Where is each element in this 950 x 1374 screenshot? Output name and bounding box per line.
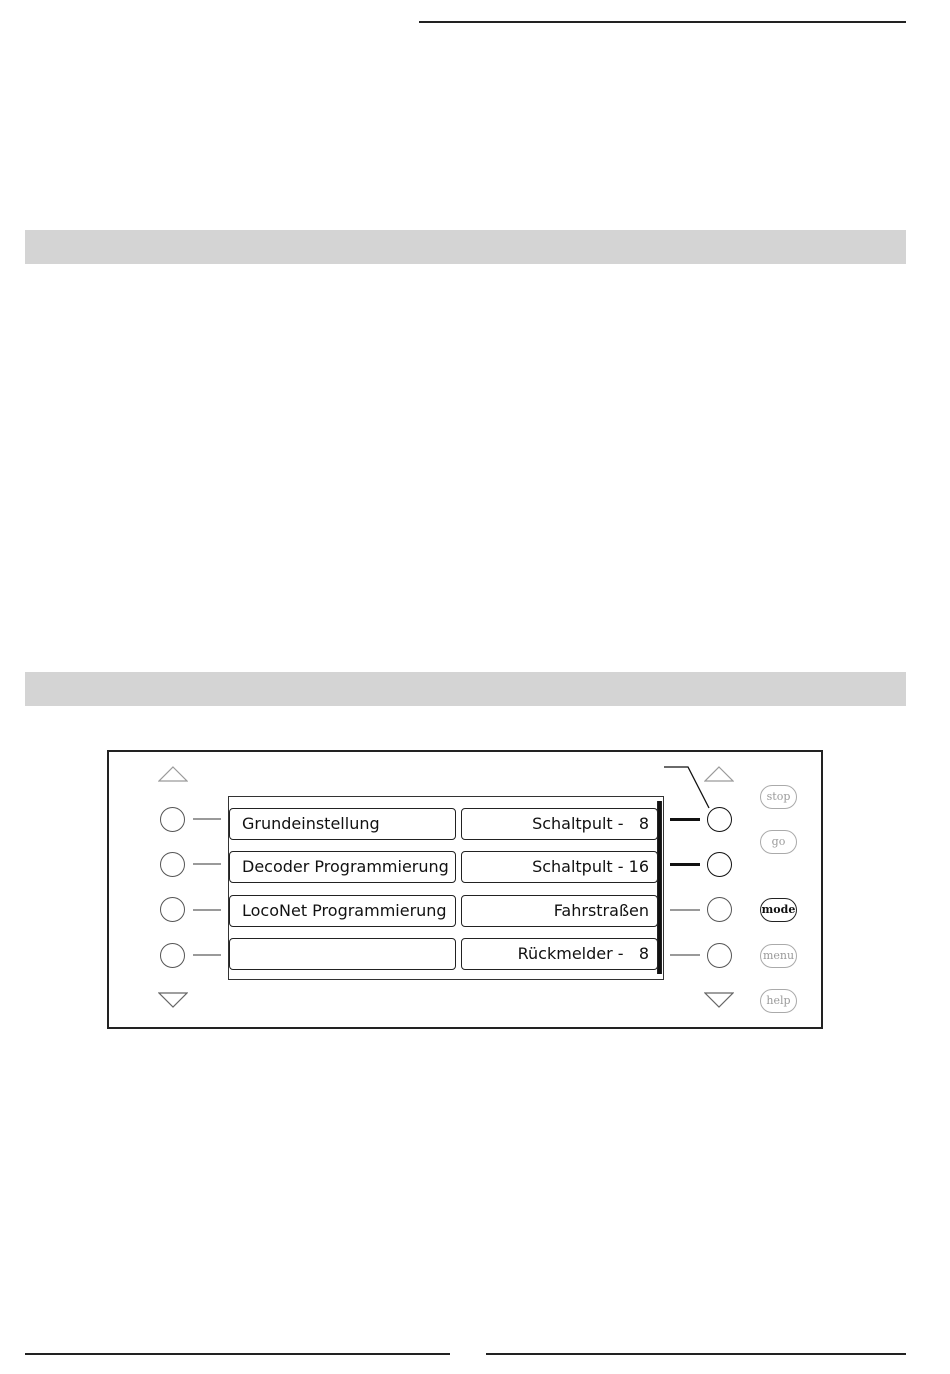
- stop-button[interactable]: stop: [760, 785, 797, 809]
- menu-item-schaltpult-8[interactable]: Schaltpult - 8: [461, 808, 658, 840]
- footer-rule-right: [486, 1353, 906, 1355]
- help-button[interactable]: help: [760, 989, 797, 1013]
- right-tick-1: [670, 818, 700, 821]
- right-softkey-4[interactable]: [707, 943, 732, 968]
- left-softkey-1[interactable]: [160, 807, 185, 832]
- left-tick-2: [193, 863, 221, 865]
- menu-item-schaltpult-16[interactable]: Schaltpult - 16: [461, 851, 658, 883]
- right-softkey-2[interactable]: [707, 852, 732, 877]
- left-down-arrow-icon[interactable]: [158, 992, 188, 1008]
- menu-item-fahrstrassen[interactable]: Fahrstraßen: [461, 895, 658, 927]
- left-softkey-2[interactable]: [160, 852, 185, 877]
- left-softkey-4[interactable]: [160, 943, 185, 968]
- left-tick-3: [193, 909, 221, 911]
- go-button[interactable]: go: [760, 830, 797, 854]
- section-band-2: [25, 672, 906, 706]
- footer-rule-left: [25, 1353, 450, 1355]
- menu-item-grundeinstellung[interactable]: Grundeinstellung: [229, 808, 456, 840]
- menu-button[interactable]: menu: [760, 944, 797, 968]
- left-softkey-3[interactable]: [160, 897, 185, 922]
- menu-item-empty[interactable]: [229, 938, 456, 970]
- top-rule: [419, 21, 906, 23]
- section-band-1: [25, 230, 906, 264]
- right-softkey-1[interactable]: [707, 807, 732, 832]
- mode-button[interactable]: mode: [760, 898, 797, 922]
- menu-item-rueckmelder-8[interactable]: Rückmelder - 8: [461, 938, 658, 970]
- right-tick-2: [670, 863, 700, 866]
- left-up-arrow-icon[interactable]: [158, 766, 188, 782]
- right-tick-4: [670, 954, 700, 956]
- scrollbar-thumb[interactable]: [658, 801, 661, 974]
- left-tick-1: [193, 818, 221, 820]
- menu-item-loconet-programmierung[interactable]: LocoNet Programmierung: [229, 895, 456, 927]
- menu-item-decoder-programmierung[interactable]: Decoder Programmierung: [229, 851, 456, 883]
- right-tick-3: [670, 909, 700, 911]
- right-down-arrow-icon[interactable]: [704, 992, 734, 1008]
- left-tick-4: [193, 954, 221, 956]
- right-up-arrow-icon[interactable]: [704, 766, 734, 782]
- right-softkey-3[interactable]: [707, 897, 732, 922]
